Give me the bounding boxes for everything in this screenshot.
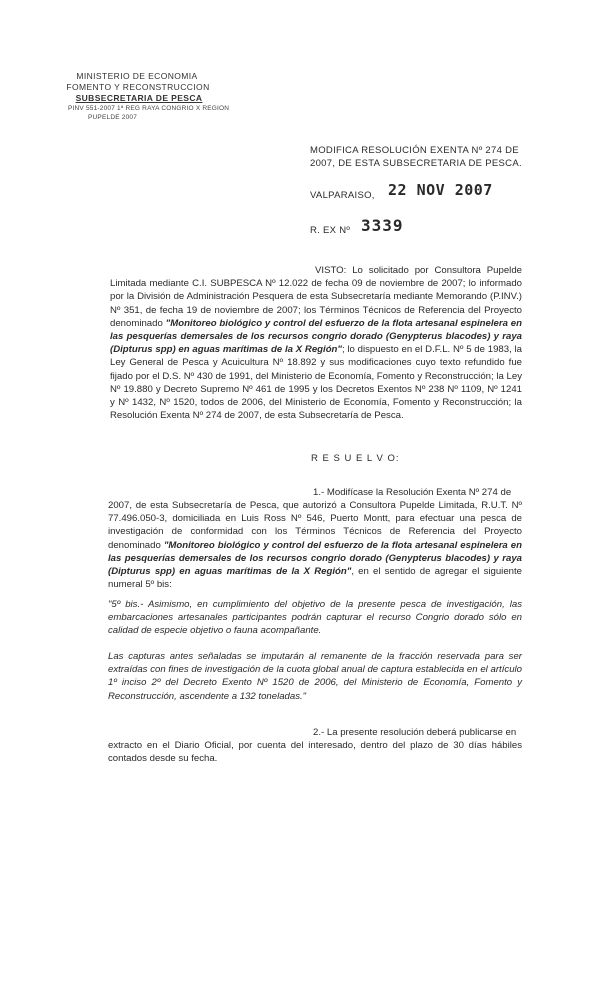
point2-paragraph: extracto en el Diario Oficial, por cuenta del interesado, dentro del plazo de 30 días hábiles contados desde su fecha. xyxy=(108,740,522,765)
point1-project-title: "Monitoreo biológico y control del esfuerzo de la flota artesanal espinelera en las pesquerías demersales de los recursos congrio dorado (Genypterus blacodes) y raya (Dipturus spp) en aguas marítimas de la X Región" xyxy=(108,539,522,578)
reference-line-2: 2007, DE ESTA SUBSECRETARIA DE PESCA. xyxy=(310,158,522,169)
subsecretaria-name: SUBSECRETARIA DE PESCA xyxy=(75,93,203,103)
quote-paragraph-1: "5º bis.- Asimismo, en cumplimiento del objetivo de la presente pesca de investigación, las embarcaciones artesanales participantes podrán capturar el recurso Congrio dorado sólo en calidad de especie objetivo o fauna acompañante. xyxy=(108,599,522,637)
rex-number: 3339 xyxy=(361,216,404,235)
date-stamp: 22 NOV 2007 xyxy=(388,181,493,199)
reference-line-1: MODIFICA RESOLUCIÓN EXENTA Nº 274 DE xyxy=(310,145,519,156)
rex-label: R. EX Nº xyxy=(310,225,351,236)
resuelvo-heading: R E S U E L V O: xyxy=(311,453,400,464)
point1-text: 2007, de esta Subsecretaría de Pesca, que autorizó a Consultora Pupelde Limitada, R.U.T. Nº 77.496.050-3, domiciliada en Luis Ross Nº 546, Puerto Montt, para efectuar una pesca de investigación de conformidad con los Términos Técnicos de Referencia del Proyecto denominado xyxy=(108,500,522,551)
visto-text-2: ; lo dispuesto en el D.F.L. Nº 5 de 1983, la Ley General de Pesca y Acuicultura Nº 18.892 y sus modificaciones cuyo texto refundido fue fijado por el D.S. Nº 430 de 1991, del Ministerio de Economía, Fomento y Reconstrucción; la Ley Nº 19.880 y Decreto Supremo Nº 461 de 1995 y los Decretos Exentos Nº 238 Nº 1109, Nº 1241 y Nº 1432, Nº 1520, todos de 2006, del Ministerio de Economía, Fomento y Reconstrucción; la Resolución Exenta Nº 274 de 2007, de esta Subsecretaría de Pesca. xyxy=(110,344,522,422)
place-label: VALPARAISO, xyxy=(310,190,375,201)
pinv-line: PINV 551-2007 1ª REG RAYA CONGRIO X REGION xyxy=(68,105,230,112)
point1-tail: , en el sentido de agregar el siguiente numeral 5º bis: xyxy=(108,566,522,591)
visto-project-title: "Monitoreo biológico y control del esfuerzo de la flota artesanal espinelera en las pesquerías demersales de los recursos congrio dorado (Genypterus blacodes) y raya (Dipturus spp) en aguas marítimas de la X Región" xyxy=(110,317,522,356)
visto-label: VISTO: xyxy=(315,265,347,276)
ministry-name-line2: FOMENTO Y RECONSTRUCCION xyxy=(66,82,210,92)
point2-intro: 2.- La presente resolución deberá publicarse en xyxy=(313,727,517,738)
ministry-name: MINISTERIO DE ECONOMIA xyxy=(76,71,198,81)
visto-text-1: Lo solicitado por Consultora Pupelde Limitada mediante C.I. SUBPESCA Nº 12.022 de fecha 09 de noviembre de 2007; lo informado por la División de Administración Pesquera de esta Subsecretaría mediante Memorando (P.INV.) Nº 351, de fecha 19 de noviembre de 2007; los Términos Técnicos de Referencia del Proyecto denominado xyxy=(110,265,522,329)
quote-paragraph-2: Las capturas antes señaladas se imputarán al remanente de la fracción reservada para ser extraídas con fines de investigación de la cuota global anual de captura establecida en el artículo 1º inciso 2º del Decreto Exento Nº 1520 de 2006, del Ministerio de Economía, Fomento y Reconstrucción, ascendente a 132 toneladas." xyxy=(108,651,522,702)
visto-paragraph xyxy=(110,264,522,422)
point1-paragraph xyxy=(108,499,522,591)
point1-intro: 1.- Modifícase la Resolución Exenta Nº 274 de xyxy=(313,487,512,498)
pupelde-line: PUPELDE 2007 xyxy=(88,114,138,121)
